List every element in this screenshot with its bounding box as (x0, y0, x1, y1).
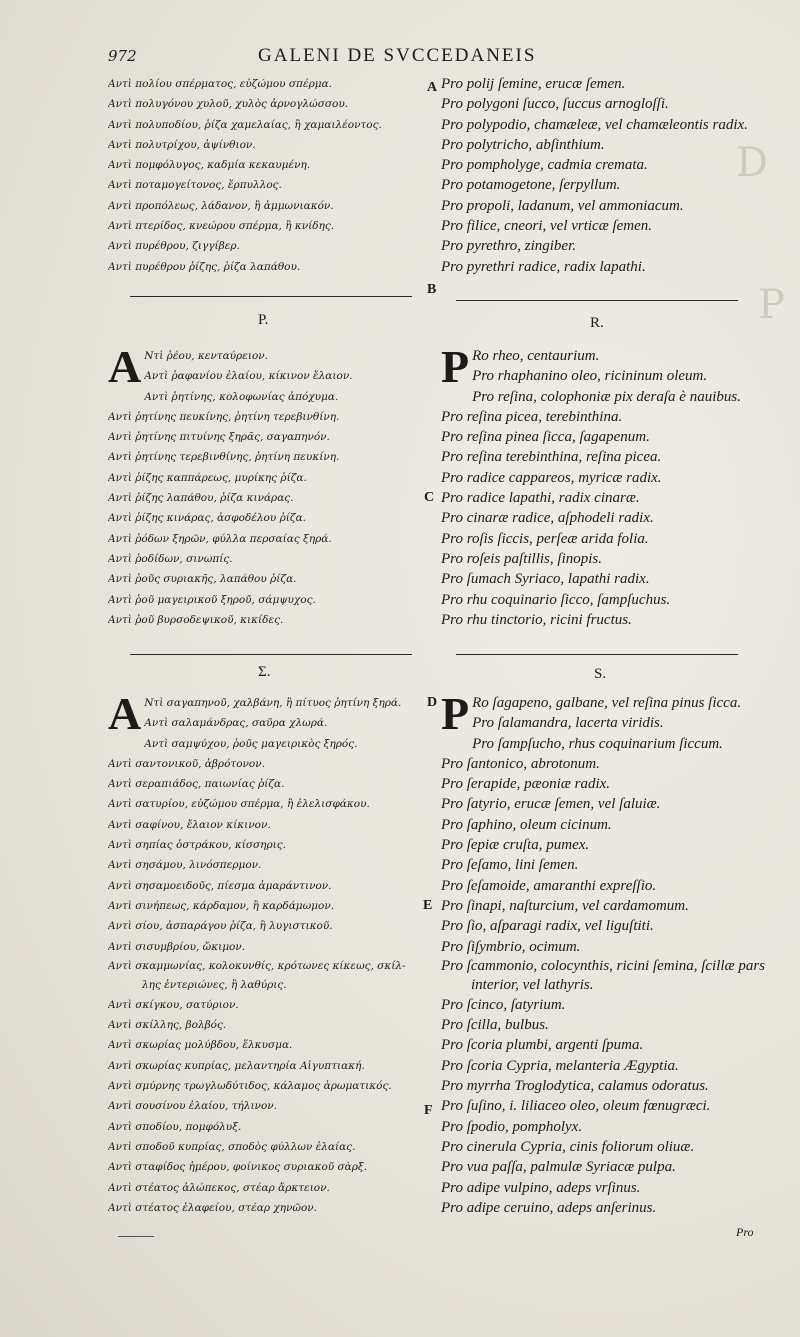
greek-line: Αντὶ σινήπεως, κάρδαμον, ἢ καρδάμωμον. (108, 899, 335, 912)
greek-line: Αντὶ πομφόλυγος, καδμία κεκαυμένη. (108, 159, 311, 172)
greek-line: Αντὶ σποδοῦ κυπρίας, σποδὸς φύλλων ἐλαίας. (108, 1140, 356, 1153)
latin-line: Pro cinerula Cypria, cinis foliorum oliuæ. (441, 1138, 695, 1155)
latin-line (441, 957, 791, 995)
greek-line: Αντὶ ῥητίνης πιτυίνης ξηρᾶς, σαγαπηνόν. (108, 431, 330, 444)
latin-line: Pro rhu tinctorio, ricini fructus. (441, 611, 632, 628)
greek-line: Αντὶ πτερίδος, κνεώρου σπέρμα, ἢ κνίδης. (108, 220, 335, 233)
line-continuation: λης ἐντεριώνες, ἢ λαθύρις. (142, 978, 287, 991)
greek-line: Αντὶ σουσίνου ἐλαίου, τήλινον. (108, 1100, 277, 1113)
latin-line: Pro vua paſſa, palmulæ Syriacæ pulpa. (441, 1159, 676, 1176)
bleed-through-letter: P (758, 282, 785, 328)
greek-line: Αντὶ πολυγόνου χυλοῦ, χυλὸς ἀρνογλώσσου. (108, 98, 349, 111)
margin-letter-c: C (424, 490, 435, 505)
latin-line: Pro potamogetone, ſerpyllum. (441, 177, 621, 194)
greek-line: Αντὶ στέατος ἀλώπεκος, στέαρ ἄρκτειον. (108, 1181, 330, 1194)
greek-line: Ντὶ ῥέου, κενταύρειον. (144, 350, 269, 362)
greek-line: Αντὶ ῥίζης καππάρεως, μυρίκης ῥίζα. (108, 471, 307, 484)
greek-line: Αντὶ πυρέθρου, ζιγγίβερ. (108, 240, 240, 253)
latin-section-label: R. (590, 315, 604, 331)
latin-line: Pro ſpodio, pompholyx. (441, 1118, 583, 1135)
latin-line: Pro ſantonico, abrotonum. (441, 755, 600, 772)
margin-letter-f: F (424, 1103, 433, 1118)
latin-line: Pro propoli, ladanum, vel ammoniacum. (441, 197, 684, 214)
greek-line: Αντὶ πολυποδίου, ῥίζα χαμελαίας, ἢ χαμαιλέοντος. (108, 118, 382, 131)
latin-line: Pro ſeſamo, lini ſemen. (441, 857, 579, 874)
latin-line: Pro rhu coquinario ſicco, ſampſuchus. (441, 591, 671, 608)
greek-line: Αντὶ στέατος ἐλαφείου, στέαρ χηνῶον. (108, 1201, 317, 1214)
latin-line: Pro polytricho, abſinthium. (441, 136, 605, 153)
latin-line: Pro ſio, aſparagi radix, vel liguſtiti. (441, 918, 654, 935)
latin-line: Pro ſeſamoide, amaranthi expreſſio. (441, 877, 657, 894)
greek-lines (108, 387, 426, 631)
latin-line: Pro ſiſymbrio, ocimum. (441, 938, 581, 955)
greek-line: Αντὶ ῥοῦ μαγειρικοῦ ξηροῦ, σάμψυχος. (108, 593, 316, 606)
latin-line: Pro ſuſino, i. liliaceo oleo, oleum fœnugræci. (441, 1098, 711, 1115)
latin-line: Pro reſina picea, terebinthina. (441, 408, 623, 425)
greek-line: Αντὶ σκωρίας μολύβδου, ἕλκυσμα. (108, 1039, 293, 1052)
greek-line: Αντὶ σησαμοειδοῦς, πίεσμα ἀμαράντινον. (108, 879, 332, 892)
greek-line: Αντὶ ποταμογείτονος, ἕρπυλλος. (108, 179, 282, 192)
greek-line: Αντὶ σαλαμάνδρας, σαῦρα χλωρά. (144, 717, 328, 730)
latin-line: Pro ſerapide, pæoniæ radix. (441, 776, 611, 793)
greek-line: Αντὶ σκίγκου, σατύριον. (108, 998, 239, 1011)
greek-line: Αντὶ σκίλλης, βολβός. (108, 1019, 227, 1032)
latin-column-sigma (441, 688, 791, 1218)
greek-line: Αντὶ ῥόδων ξηρῶν, φύλλα περσαίας ξηρά. (108, 532, 332, 545)
line-main: Pro ſcammonio, colocynthis, ricini ſemina, ſcillæ pars (441, 957, 765, 974)
latin-line: Pro ſumach Syriaco, lapathi radix. (441, 571, 650, 588)
drop-capital: P (441, 688, 470, 739)
latin-line: Pro reſina terebinthina, reſina picea. (441, 449, 662, 466)
latin-line: Pro polygoni ſucco, ſuccus arnogloſſi. (441, 96, 669, 113)
drop-capital: A (108, 688, 142, 739)
greek-line: Αντὶ προπόλεως, λάδανον, ἢ ἀμμωνιακόν. (108, 199, 334, 212)
latin-line: Pro radice lapathi, radix cinaræ. (441, 490, 640, 507)
section-rule (130, 296, 412, 297)
greek-line: Αντὶ σηπίας ὀστράκου, κίσσηρις. (108, 839, 286, 852)
latin-line: Pro ſepiæ cruſta, pumex. (441, 837, 590, 854)
latin-line: Pro roſis ſiccis, perſeæ arida folia. (441, 530, 649, 547)
latin-line: Pro filice, cneori, vel vrticæ ſemen. (441, 218, 653, 235)
section-rule (456, 300, 738, 301)
latin-first-entry (441, 341, 791, 392)
latin-line: Pro reſina, colophoniæ pix deraſa è nauibus. (472, 388, 741, 405)
latin-first-entry (441, 688, 791, 739)
latin-line: Pro ſcoria plumbi, argenti ſpuma. (441, 1037, 644, 1054)
greek-line: Αντὶ σκωρίας κυπρίας, μελαντηρία Αἰγυπτιακή. (108, 1059, 365, 1072)
greek-line: Αντὶ ῥίζης λαπάθου, ῥίζα κινάρας. (108, 492, 294, 505)
latin-line: Pro ſinapi, naſturcium, vel cardamomum. (441, 897, 689, 914)
latin-line: Pro pyrethro, zingiber. (441, 238, 576, 255)
latin-line: Pro ſaphino, oleum cicinum. (441, 816, 612, 833)
line-main: Αντὶ σκαμμωνίας, κολοκυνθίς, κρότωνες κίκεως, σκίλ- (108, 959, 406, 972)
greek-line: Αντὶ ῥητίνης τερεβινθίνης, ῥητίνη πευκίνη. (108, 451, 340, 464)
latin-column-top (441, 74, 791, 277)
greek-section-label: P. (258, 312, 269, 328)
greek-line: Αντὶ ῥίζης κινάρας, ἀσφοδέλου ῥίζα. (108, 512, 307, 525)
margin-letter-b: B (427, 282, 437, 297)
running-title: GALENI DE SVCCEDANEIS (258, 45, 537, 66)
greek-lines (108, 734, 426, 1219)
greek-section-label: Σ. (258, 664, 271, 680)
greek-line: Αντὶ σταφίδος ἡμέρου, φοίνικος συριακοῦ σὰρξ. (108, 1161, 368, 1174)
latin-line: Pro polypodio, chamæleæ, vel chamæleontis radix. (441, 116, 748, 133)
latin-line: Pro pompholyge, cadmia cremata. (441, 157, 648, 174)
greek-line: Αντὶ σποδίου, πομφόλυξ. (108, 1120, 242, 1133)
greek-first-entry (108, 688, 426, 739)
latin-line: Pro radice cappareos, myricæ radix. (441, 469, 662, 486)
latin-line: Pro cinaræ radice, aſphodeli radix. (441, 510, 654, 527)
greek-line: Αντὶ ῥοδίδων, σινωπίς. (108, 552, 233, 565)
greek-line: Αντὶ ῥητίνης, κολοφωνίας ἀπόχυμα. (144, 390, 339, 403)
latin-line: Pro roſeis paſtillis, ſinopis. (441, 550, 602, 567)
latin-line: Pro ſatyrio, erucæ ſemen, vel ſaluiæ. (441, 796, 661, 813)
section-rule (456, 654, 738, 655)
margin-letter-d: D (427, 695, 438, 710)
latin-lines (441, 734, 791, 1219)
latin-line: Pro ſcinco, ſatyrium. (441, 996, 566, 1013)
greek-line: Αντὶ ῥαφανίου ἐλαίου, κίκινον ἔλαιον. (144, 370, 353, 383)
bleed-through-letter: D (736, 140, 769, 186)
line-continuation: interior, vel lathyris. (471, 976, 594, 993)
latin-line: Pro adipe vulpino, adeps vrſinus. (441, 1179, 641, 1196)
latin-lines (441, 387, 791, 631)
greek-line: Αντὶ ῥοῦ βυρσοδεψικοῦ, κικίδες. (108, 613, 284, 626)
greek-column-rho (108, 341, 426, 630)
drop-capital: P (441, 341, 470, 392)
latin-section-label: S. (594, 666, 607, 682)
latin-line: Ro ſagapeno, galbane, vel reſina pinus ſicca. (472, 695, 742, 711)
greek-line: Αντὶ σισυμβρίου, ὤκιμον. (108, 940, 246, 953)
greek-line: Αντὶ ῥητίνης πευκίνης, ῥητίνη τερεβινθίνη. (108, 410, 340, 423)
latin-line: Pro adipe ceruino, adeps anſerinus. (441, 1199, 657, 1216)
latin-line: Pro pyrethri radice, radix lapathi. (441, 258, 646, 275)
greek-line: Αντὶ σαντονικοῦ, ἀβρότονον. (108, 757, 265, 770)
greek-column-top (108, 74, 426, 277)
latin-line: Pro ſalamandra, lacerta viridis. (472, 715, 664, 732)
latin-line: Pro ſcilla, bulbus. (441, 1017, 549, 1034)
latin-line: Pro polij ſemine, erucæ ſemen. (441, 76, 626, 92)
greek-line: Αντὶ πολίου σπέρματος, εὐζώμου σπέρμα. (108, 78, 333, 90)
greek-line: Αντὶ ῥοῦς συριακῆς, λαπάθου ῥίζα. (108, 573, 297, 586)
greek-line: Αντὶ σαφίνου, ἔλαιον κίκινον. (108, 818, 271, 831)
drop-capital: A (108, 341, 142, 392)
margin-letter-e: E (423, 898, 433, 913)
section-rule (130, 654, 412, 655)
greek-line: Ντὶ σαγαπηνοῦ, χαλβάνη, ἢ πίτυος ῥητίνη ξηρά. (144, 697, 402, 709)
page-header (108, 47, 748, 73)
latin-line: Pro ſcoria Cypria, melanteria Ægyptia. (441, 1057, 679, 1074)
greek-line: Αντὶ σησάμου, λινόσπερμον. (108, 859, 262, 872)
greek-line (108, 957, 426, 995)
greek-line: Αντὶ σίου, ἀσπαράγου ῥίζα, ἢ λυγιστικοῦ. (108, 920, 333, 933)
latin-line: Pro myrrha Troglodytica, calamus odoratus. (441, 1078, 709, 1095)
greek-line: Αντὶ σμύρνης τρωγλωδύτιδος, κάλαμος ἀρωματικός. (108, 1080, 392, 1093)
latin-column-rho (441, 341, 791, 630)
latin-line: Pro ſampſucho, rhus coquinarium ſiccum. (472, 735, 723, 752)
latin-line: Pro reſina pinea ſicca, ſagapenum. (441, 429, 650, 446)
latin-line: Ro rheo, centaurium. (472, 348, 600, 364)
greek-column-sigma (108, 688, 426, 1218)
greek-line: Αντὶ πολυτρίχου, ἀψίνθιον. (108, 138, 256, 151)
greek-line: Αντὶ σατυρίου, εὐζώμου σπέρμα, ἢ ἐλελισφάκου. (108, 798, 370, 811)
page-number: 972 (108, 47, 137, 65)
catchword: Pro (736, 1225, 754, 1239)
ornament-rule (118, 1236, 154, 1237)
greek-line: Αντὶ σεραπιάδος, παιωνίας ῥίζα. (108, 778, 285, 791)
greek-line: Αντὶ πυρέθρου ῥίζης, ῥίζα λαπάθου. (108, 260, 301, 273)
latin-line: Pro rhaphanino oleo, ricininum oleum. (472, 368, 708, 385)
greek-line: Αντὶ σαμψύχου, ῥοῦς μαγειρικὸς ξηρός. (144, 737, 358, 750)
margin-letter-a: A (427, 80, 438, 95)
greek-first-entry (108, 341, 426, 392)
